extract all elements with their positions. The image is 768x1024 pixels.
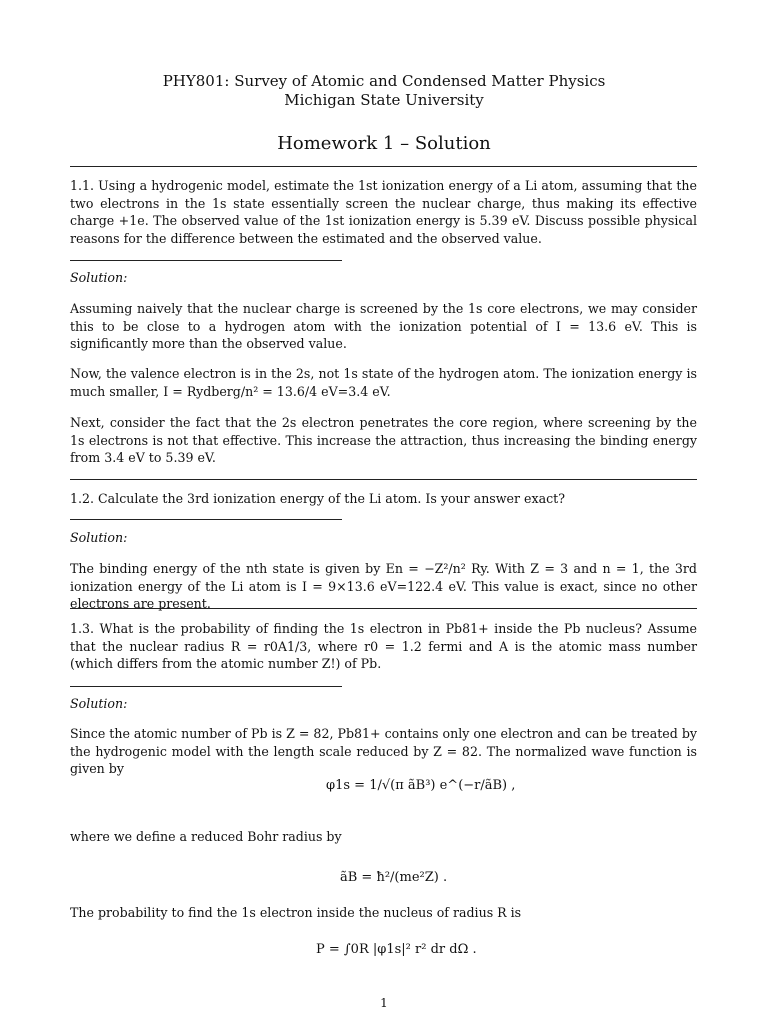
solution-1-1-paragraph: Now, the valence electron is in the 2s, not 1s state of the hydrogen atom. The ionization energy is much smaller, I = Rydberg/n² = 13.6/4 eV=3.4 eV. <box>70 366 697 399</box>
solution-1-3-paragraph: The probability to find the 1s electron inside the nucleus of radius R is <box>70 905 522 920</box>
course-title: PHY801: Survey of Atomic and Condensed Matter Physics <box>162 72 606 90</box>
problem-1-3-statement: 1.3. What is the probability of finding the 1s electron in Pb81+ inside the Pb nucleus? Assume that the nuclear radius R = r0A1/3, where r0 = 1.2 fermi and A is the atomic mass number (which differs from the atomic number Z!) of Pb. <box>70 621 697 671</box>
solution-1-1-paragraph: Assuming naively that the nuclear charge is screened by the 1s core electrons, we may consider this to be close to a hydrogen atom with the ionization potential of I = 13.6 eV. This is significantly more than the observed value. <box>70 301 697 351</box>
solution-1-3-paragraph: Since the atomic number of Pb is Z = 82, Pb81+ contains only one electron and can be treated by the hydrogenic model with the length scale reduced by Z = 82. The normalized wave function is given by <box>70 726 697 776</box>
solution-label: Solution: <box>70 270 128 285</box>
solution-1-2-paragraph: The binding energy of the nth state is given by En = −Z²/n² Ry. With Z = 3 and n = 1, the 3rd ionization energy of the Li atom is I = 9×13.6 eV=122.4 eV. This value is exact, since no other electrons are present. <box>70 561 697 611</box>
equation-wavefunction: φ1s = 1/√(π ãB³) e^(−r/ãB) , <box>326 778 516 793</box>
page-title: Homework 1 – Solution <box>277 133 491 154</box>
divider <box>70 166 697 167</box>
divider <box>70 608 697 609</box>
solution-label: Solution: <box>70 530 128 545</box>
solution-1-3-paragraph: where we define a reduced Bohr radius by <box>70 829 342 844</box>
divider <box>70 479 697 480</box>
solution-1-1-paragraph: Next, consider the fact that the 2s electron penetrates the core region, where screening by the 1s electrons is not that effective. This increase the attraction, thus increasing the binding energy from 3.4 eV to 5.39 eV. <box>70 415 697 465</box>
problem-1-1-statement: 1.1. Using a hydrogenic model, estimate the 1st ionization energy of a Li atom, assuming that the two electrons in the 1s state essentially screen the nuclear charge, thus making its effective charge +1e. The observed value of the 1st ionization energy is 5.39 eV. Discuss possible physical reasons for the difference between the estimated and the observed value. <box>70 178 697 246</box>
university-name: Michigan State University <box>284 91 484 109</box>
problem-1-2-statement: 1.2. Calculate the 3rd ionization energy of the Li atom. Is your answer exact? <box>70 491 565 506</box>
page-number: 1 <box>380 996 388 1010</box>
divider <box>70 260 342 261</box>
equation-probability: P = ∫0R |φ1s|² r² dr dΩ . <box>316 942 477 957</box>
divider <box>70 519 342 520</box>
solution-label: Solution: <box>70 696 128 711</box>
equation-reduced-bohr-radius: ãB = ħ²/(me²Z) . <box>340 870 448 885</box>
divider <box>70 686 342 687</box>
